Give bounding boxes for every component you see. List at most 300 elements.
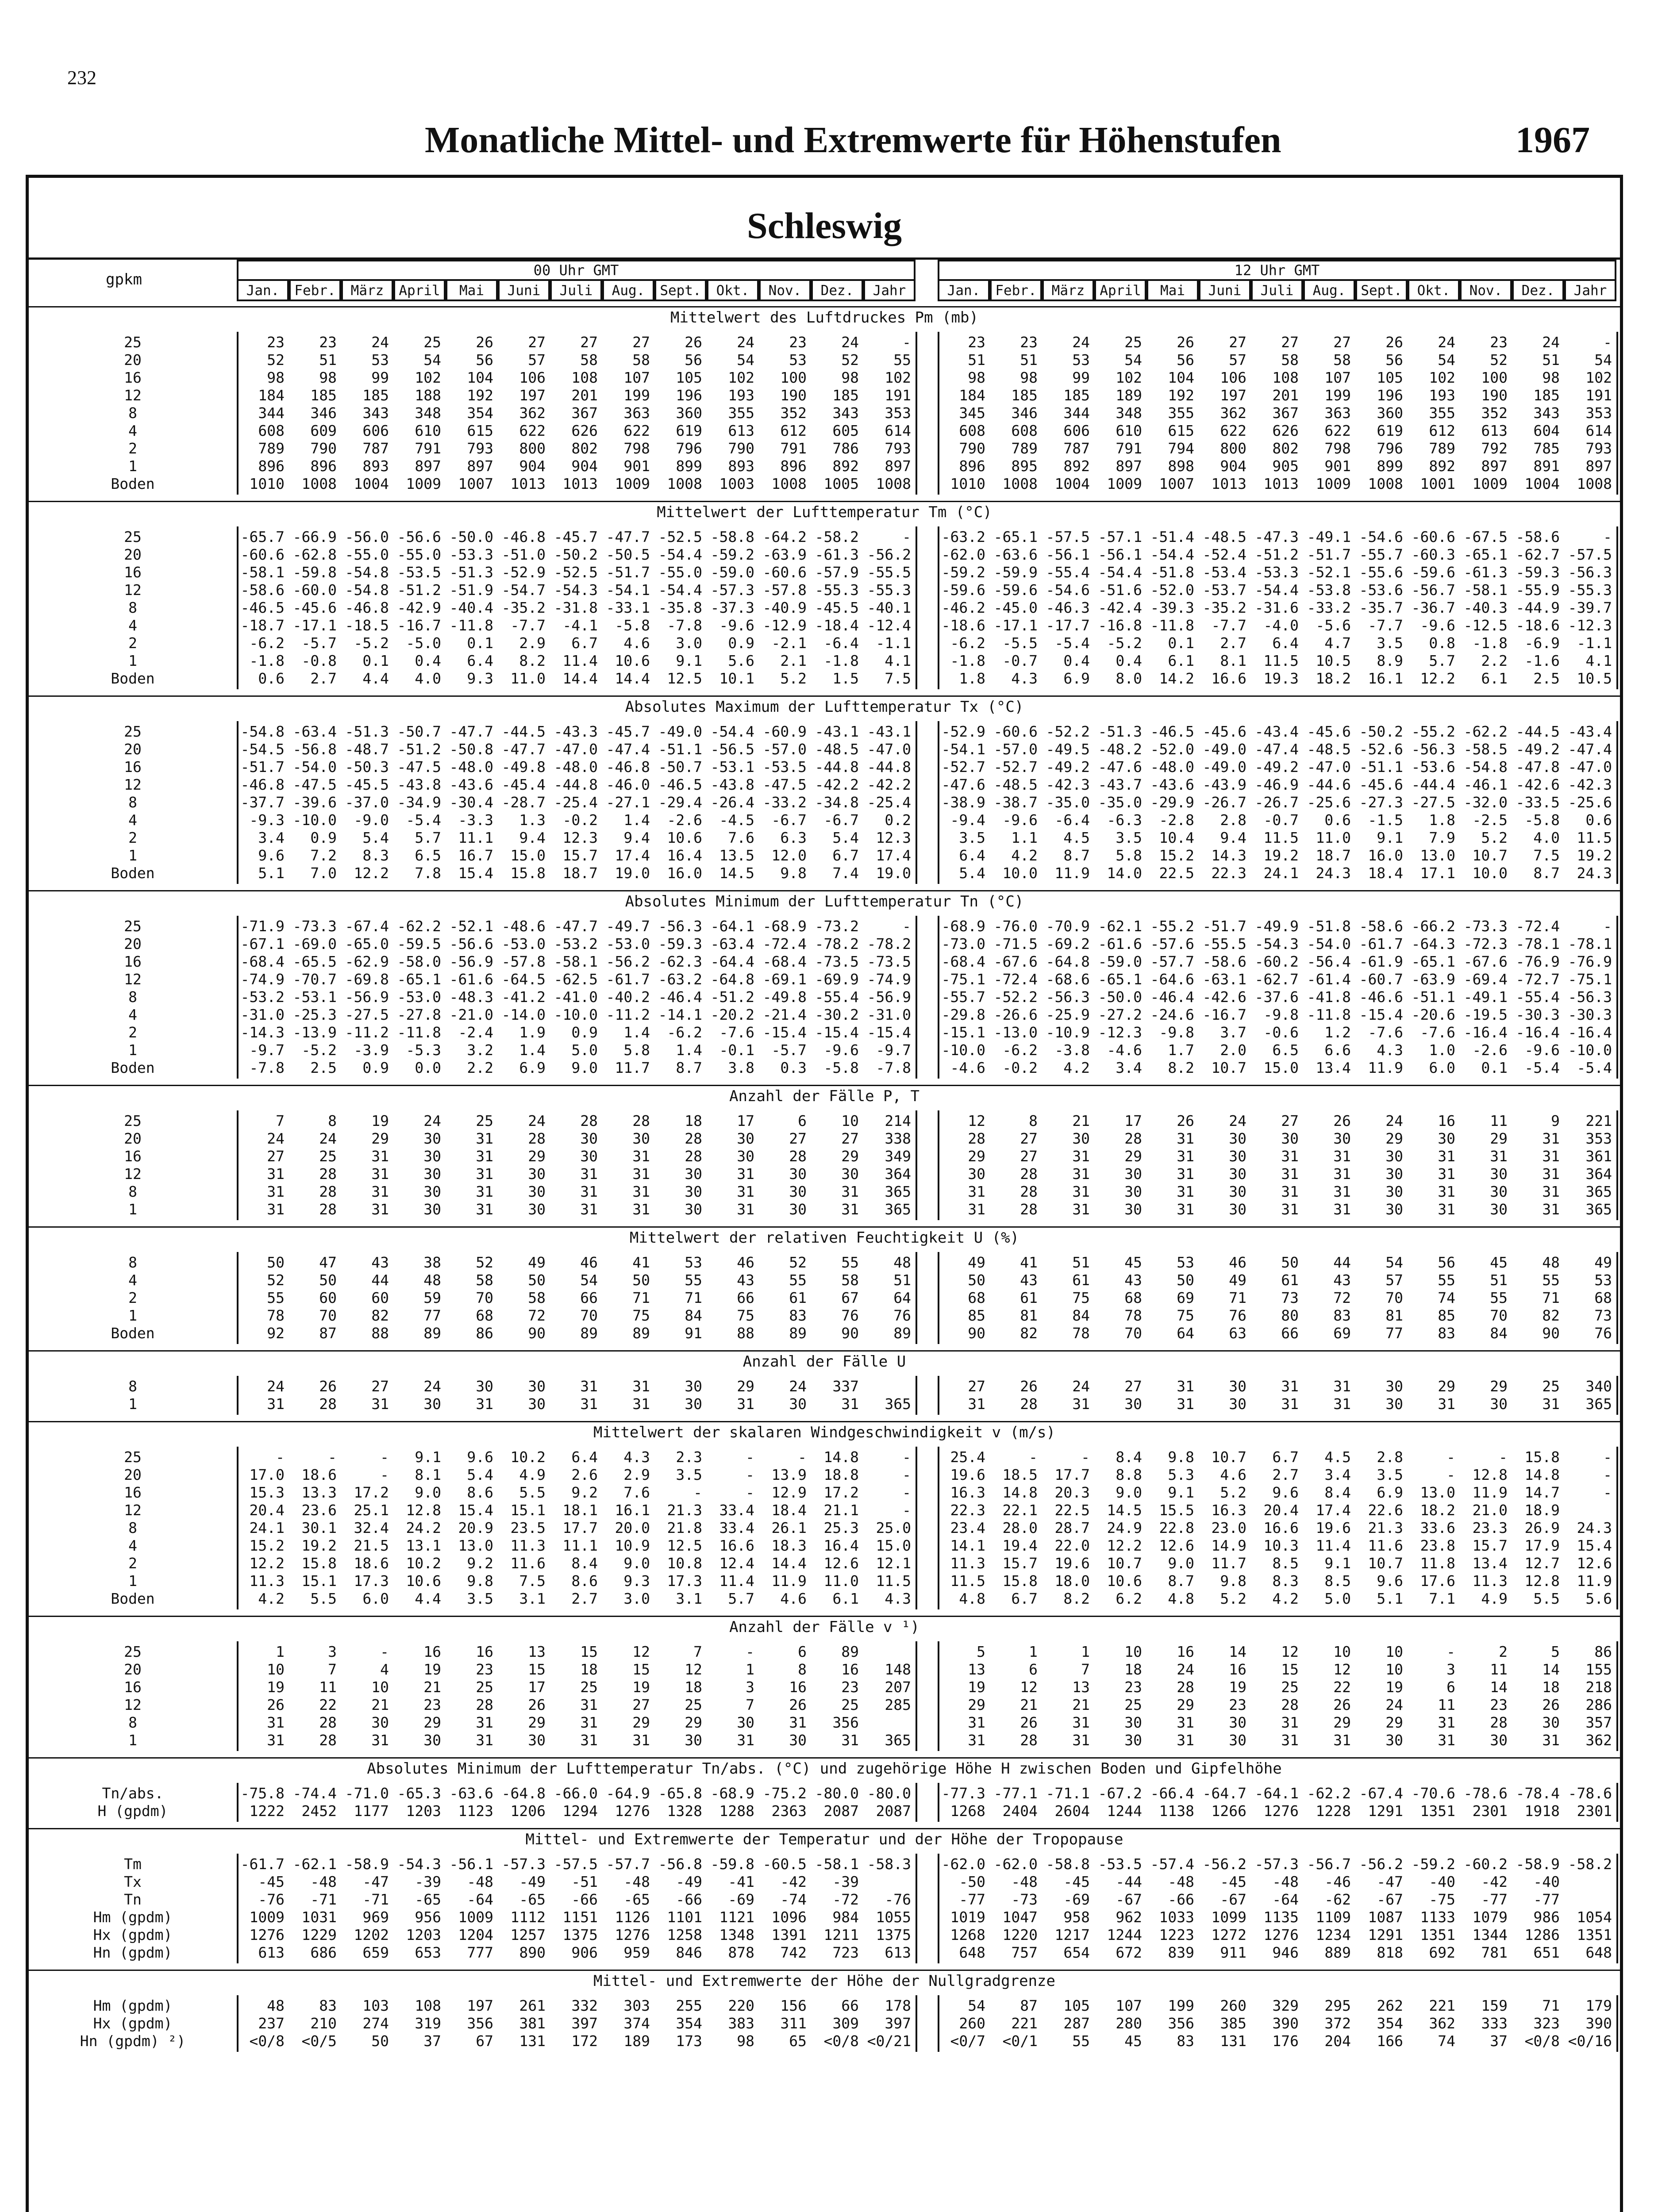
data-cell: 55 [267, 1289, 285, 1306]
data-cell: 893 [362, 457, 389, 475]
data-cell: 12.5 [667, 670, 702, 687]
data-cell: 355 [1168, 404, 1194, 422]
data-cell: 23 [1020, 334, 1038, 351]
data-cell: 11.9 [1472, 1484, 1508, 1501]
data-cell: 26 [528, 1696, 546, 1713]
data-cell: 89 [841, 1643, 859, 1660]
data-cell: 31 [1072, 1183, 1090, 1200]
data-cell: 1276 [615, 1926, 650, 1943]
data-cell: 64 [1177, 1325, 1194, 1342]
data-cell: 172 [571, 2032, 598, 2050]
data-cell: -0.1 [719, 1041, 754, 1059]
data-cell: -53.8 [1307, 581, 1351, 599]
data-cell: 190 [1481, 387, 1508, 404]
data-cell: - [1603, 1448, 1612, 1466]
data-cell: 1276 [1263, 1926, 1299, 1943]
data-cell: 5.8 [623, 1041, 650, 1059]
data-cell: -46.8 [606, 758, 650, 776]
data-cell: -64.3 [1411, 935, 1455, 952]
data-cell: -78.1 [1568, 935, 1612, 952]
data-cell: 15.1 [301, 1572, 337, 1590]
data-cell: -61.9 [1359, 953, 1403, 970]
data-cell: 365 [1585, 1201, 1612, 1218]
data-cell: -71 [310, 1891, 337, 1908]
data-cell: -47.4 [1568, 741, 1612, 758]
data-cell: 68 [476, 1307, 493, 1324]
data-cell: 29 [968, 1148, 985, 1165]
data-cell: 56 [1177, 351, 1194, 369]
data-cell: 30 [1490, 1732, 1508, 1749]
data-cell: 28.7 [1054, 1519, 1090, 1536]
data-cell: 26 [1020, 1378, 1038, 1395]
data-cell: -36.7 [1411, 599, 1455, 616]
data-cell: 30 [528, 1378, 546, 1395]
data-cell: 1003 [719, 475, 754, 492]
data-cell: 10.1 [719, 670, 754, 687]
data-cell: 31 [580, 1378, 598, 1395]
data-cell: -16.7 [1202, 1006, 1246, 1023]
data-cell: 48 [893, 1254, 911, 1271]
data-cell: 27 [1281, 1112, 1299, 1129]
data-cell: 12.3 [876, 829, 911, 846]
month-header: März [1042, 279, 1094, 301]
data-cell: 6.4 [467, 652, 493, 669]
data-cell: -55.4 [1046, 564, 1090, 581]
data-cell: 892 [832, 457, 859, 475]
data-cell: 185 [832, 387, 859, 404]
data-cell: 622 [1324, 422, 1351, 439]
data-cell: -55.2 [1411, 723, 1455, 740]
data-cell: -59.0 [1098, 953, 1142, 970]
data-cell: 90 [1542, 1325, 1560, 1342]
data-cell: 610 [1116, 422, 1142, 439]
data-cell: 22.6 [1368, 1502, 1403, 1519]
data-cell: 27 [1020, 1148, 1038, 1165]
data-cell: -9.7 [249, 1041, 285, 1059]
data-cell: 1.7 [1168, 1041, 1194, 1059]
data-cell: -48.0 [449, 758, 493, 776]
data-cell: 26 [1385, 334, 1403, 351]
data-cell: -67.4 [1359, 1785, 1403, 1802]
data-cell: 16.0 [1368, 847, 1403, 864]
data-cell: 6 [1446, 1678, 1455, 1696]
data-cell: 30 [789, 1732, 807, 1749]
data-cell: 15.0 [876, 1537, 911, 1554]
data-cell: 107 [1116, 1997, 1142, 2014]
data-cell: 31 [789, 1714, 807, 1731]
data-cell: 5.8 [1116, 847, 1142, 864]
data-cell: 19.0 [876, 864, 911, 882]
data-cell: -52.7 [941, 758, 985, 776]
data-cell: 90 [968, 1325, 985, 1342]
data-cell: -72.7 [1516, 971, 1560, 988]
data-cell: -46.6 [1359, 988, 1403, 1006]
block-border [916, 332, 917, 495]
data-cell: 30 [1542, 1714, 1560, 1731]
data-cell: 185 [1011, 387, 1038, 404]
data-cell: -43.6 [449, 776, 493, 793]
data-cell: -74.9 [867, 971, 911, 988]
data-cell: 14.8 [1002, 1484, 1038, 1501]
data-cell: 131 [519, 2032, 546, 2050]
table-section [29, 1085, 1620, 1226]
data-cell: -1.6 [1524, 652, 1560, 669]
data-cell: -59.6 [1411, 564, 1455, 581]
data-cell: 2.0 [1220, 1041, 1246, 1059]
data-cell: 15.4 [458, 1502, 493, 1519]
data-cell: 5.7 [415, 829, 441, 846]
data-cell: 1001 [1420, 475, 1455, 492]
data-cell: -0.8 [301, 652, 337, 669]
data-cell: 53 [685, 1254, 702, 1271]
data-cell: -57.5 [1568, 546, 1612, 563]
data-cell: - [746, 1484, 754, 1501]
data-cell: 54 [423, 351, 441, 369]
data-cell: 31 [1281, 1183, 1299, 1200]
data-cell: - [902, 334, 911, 351]
row-label: 25 [124, 528, 142, 545]
data-cell: 24 [1542, 334, 1560, 351]
data-cell: 2087 [823, 1802, 859, 1820]
data-cell: 344 [1063, 404, 1090, 422]
data-cell: -57.3 [1254, 1855, 1299, 1873]
data-cell: 30 [1385, 1165, 1403, 1183]
data-cell: 188 [415, 387, 441, 404]
data-cell: -33.5 [1516, 794, 1560, 811]
data-cell: 16 [841, 1661, 859, 1678]
data-cell: 5.2 [780, 670, 807, 687]
data-cell: 30 [1385, 1395, 1403, 1413]
month-header: Juli [550, 279, 602, 301]
data-cell: 10.6 [615, 652, 650, 669]
data-cell: 2363 [771, 1802, 807, 1820]
data-cell: 8.3 [1272, 1572, 1299, 1590]
data-cell: 31 [267, 1201, 285, 1218]
data-cell: -60.9 [762, 723, 807, 740]
data-cell: 365 [885, 1732, 911, 1749]
data-cell: -1.5 [1368, 811, 1403, 829]
data-cell: -60.3 [1411, 546, 1455, 563]
data-cell: 77 [1385, 1325, 1403, 1342]
data-cell: -25.4 [554, 794, 598, 811]
data-cell: 16.6 [1211, 670, 1246, 687]
data-cell: -31.6 [1254, 599, 1299, 616]
data-cell: 105 [1377, 369, 1403, 386]
data-cell: 31 [1542, 1201, 1560, 1218]
data-cell: 10 [267, 1661, 285, 1678]
data-cell: 9 [1551, 1112, 1560, 1129]
data-cell: 4.1 [885, 652, 911, 669]
data-cell: 31 [476, 1201, 493, 1218]
data-cell: 57 [1385, 1271, 1403, 1289]
data-cell: -68.9 [762, 918, 807, 935]
data-cell: -51.1 [1411, 988, 1455, 1006]
row-label: 8 [128, 1254, 137, 1271]
data-cell: 29 [1333, 1714, 1351, 1731]
row-label: 1 [128, 1572, 137, 1590]
section-title: Mittelwert der skalaren Windgeschwindigkeit v (m/s) [593, 1424, 1055, 1441]
data-cell: 355 [1429, 404, 1455, 422]
data-cell: -1.8 [249, 652, 285, 669]
data-cell: -47.0 [554, 741, 598, 758]
data-cell: -51.6 [1098, 581, 1142, 599]
data-cell: 14.8 [1524, 1466, 1560, 1483]
data-cell: 7.5 [519, 1572, 546, 1590]
data-cell: -65.1 [1098, 971, 1142, 988]
data-cell: 220 [728, 1997, 754, 2014]
data-cell: 309 [832, 2015, 859, 2032]
data-cell: 4.2 [1011, 847, 1038, 864]
data-cell: 1351 [1577, 1926, 1612, 1943]
data-cell: 31 [371, 1165, 389, 1183]
data-cell: 12 [1281, 1643, 1299, 1660]
data-cell: -65.8 [658, 1785, 702, 1802]
data-cell: 319 [415, 2015, 441, 2032]
data-cell: 28 [685, 1148, 702, 1165]
data-cell: 1126 [615, 1909, 650, 1926]
data-cell: 360 [676, 404, 702, 422]
data-cell: 818 [1377, 1944, 1403, 1961]
data-cell: 66 [841, 1997, 859, 2014]
data-cell: 1.3 [519, 811, 546, 829]
data-cell: 9.0 [1168, 1555, 1194, 1572]
data-cell: -42 [1481, 1873, 1508, 1890]
data-cell: 5.4 [832, 829, 859, 846]
data-cell: -76.9 [1516, 953, 1560, 970]
data-cell: 10.5 [1316, 652, 1351, 669]
data-cell: 21 [371, 1696, 389, 1713]
data-cell: 24 [841, 334, 859, 351]
data-cell: -69 [1063, 1891, 1090, 1908]
data-cell: -51.8 [1150, 564, 1194, 581]
row-label: Hn (gpdm) ²) [80, 2032, 186, 2050]
data-cell: -40.1 [867, 599, 911, 616]
data-cell: 106 [1220, 369, 1246, 386]
data-cell: 30 [1229, 1378, 1246, 1395]
data-cell: - [798, 1448, 807, 1466]
data-cell: 363 [1324, 404, 1351, 422]
data-cell: 24 [1072, 1378, 1090, 1395]
data-cell: -11.2 [606, 1006, 650, 1023]
group-header-00utc: 00 Uhr GMT [237, 260, 916, 279]
data-cell: 7.4 [832, 864, 859, 882]
data-cell: 28 [685, 1130, 702, 1147]
data-cell: -6.2 [249, 634, 285, 652]
data-cell: -37.7 [240, 794, 285, 811]
data-cell: -56.9 [867, 988, 911, 1006]
row-label: Hn (gpdm) [93, 1944, 173, 1961]
data-cell: -54.3 [397, 1855, 441, 1873]
data-cell: -54.6 [1046, 581, 1090, 599]
data-cell: 12.9 [771, 1484, 807, 1501]
month-header: Okt. [1408, 279, 1460, 301]
data-cell: 30 [685, 1732, 702, 1749]
data-cell: 21.8 [667, 1519, 702, 1536]
data-cell: 10.0 [1002, 864, 1038, 882]
data-cell: 31 [1333, 1183, 1351, 1200]
data-cell: 86 [476, 1325, 493, 1342]
data-cell: 6.7 [571, 634, 598, 652]
data-cell: 19 [423, 1661, 441, 1678]
data-cell: -15.4 [867, 1024, 911, 1041]
data-cell: 52 [841, 351, 859, 369]
data-cell: -71.1 [1046, 1785, 1090, 1802]
data-cell: -52.1 [1307, 564, 1351, 581]
data-cell: 1258 [667, 1926, 702, 1943]
data-cell: -46.3 [1046, 599, 1090, 616]
data-cell: 1.9 [519, 1024, 546, 1041]
data-cell: 50 [528, 1271, 546, 1289]
data-cell: 19.3 [1263, 670, 1299, 687]
data-cell: 24 [319, 1130, 337, 1147]
data-cell: -77 [959, 1891, 985, 1908]
row-label: Boden [111, 475, 155, 492]
data-cell: 8.9 [1377, 652, 1403, 669]
data-cell: - [746, 1466, 754, 1483]
data-cell: -51.3 [345, 723, 389, 740]
data-cell: 30 [423, 1130, 441, 1147]
data-cell: 1007 [458, 475, 493, 492]
data-cell: 1007 [1159, 475, 1194, 492]
data-cell: 24 [423, 1378, 441, 1395]
data-cell: 30 [580, 1148, 598, 1165]
data-cell: 61 [1020, 1289, 1038, 1306]
data-cell: 364 [885, 1165, 911, 1183]
data-cell: -52.4 [1202, 546, 1246, 563]
data-cell: 29 [737, 1378, 754, 1395]
data-cell: 12 [1333, 1661, 1351, 1678]
data-cell: 1013 [562, 475, 598, 492]
data-cell: 31 [1281, 1714, 1299, 1731]
data-cell: 2452 [301, 1802, 337, 1820]
data-cell: 789 [1429, 440, 1455, 457]
data-cell: <0/16 [1568, 2032, 1612, 2050]
month-header: Jahr [1564, 279, 1616, 301]
data-cell: -75 [1429, 1891, 1455, 1908]
data-cell: 27 [267, 1148, 285, 1165]
data-cell: 58 [841, 1271, 859, 1289]
data-cell: 5.4 [362, 829, 389, 846]
data-cell: - [693, 1484, 702, 1501]
data-cell: -45.7 [554, 528, 598, 545]
data-cell: 31 [1542, 1732, 1560, 1749]
data-cell: -47.7 [501, 741, 546, 758]
data-cell: 2.3 [676, 1448, 702, 1466]
data-cell: 2.7 [571, 1590, 598, 1607]
data-cell: 30 [1490, 1201, 1508, 1218]
data-cell: 30.1 [301, 1519, 337, 1536]
data-cell: 9.8 [1168, 1448, 1194, 1466]
data-cell: 390 [1585, 2015, 1612, 2032]
row-label: Tn [124, 1891, 142, 1908]
data-cell: 897 [415, 457, 441, 475]
data-cell: 30 [789, 1165, 807, 1183]
data-cell: 31 [968, 1732, 985, 1749]
data-cell: 30 [1229, 1201, 1246, 1218]
data-cell: -63.4 [292, 723, 337, 740]
data-cell: 622 [519, 422, 546, 439]
data-cell: -14.0 [501, 1006, 546, 1023]
data-cell: -77.3 [941, 1785, 985, 1802]
row-label: 20 [124, 935, 142, 952]
data-cell: 260 [959, 2015, 985, 2032]
data-cell: 24 [1438, 334, 1455, 351]
data-cell: -1.8 [1472, 634, 1508, 652]
data-cell: 11.4 [1316, 1537, 1351, 1554]
data-cell: 30 [685, 1395, 702, 1413]
data-cell: 28 [319, 1395, 337, 1413]
row-label: 8 [128, 1714, 137, 1731]
block-border [1616, 1995, 1618, 2052]
data-cell: -60.7 [1359, 971, 1403, 988]
data-cell: -66 [676, 1891, 702, 1908]
data-cell: 29 [1177, 1696, 1194, 1713]
data-cell: 4.8 [1168, 1590, 1194, 1607]
data-cell: 72 [1333, 1289, 1351, 1306]
data-cell: 1112 [510, 1909, 546, 1926]
data-cell: 30 [632, 1130, 650, 1147]
data-cell: 23.4 [950, 1519, 985, 1536]
data-cell: 106 [519, 369, 546, 386]
data-cell: -43.1 [867, 723, 911, 740]
data-cell: 15.8 [510, 864, 546, 882]
data-cell: -10.0 [1568, 1041, 1612, 1059]
data-cell: 2.6 [571, 1466, 598, 1483]
data-cell: 7.5 [885, 670, 911, 687]
data-cell: 349 [885, 1148, 911, 1165]
section-divider [29, 1226, 1620, 1228]
data-cell: 20.4 [249, 1502, 285, 1519]
data-cell: -67 [1377, 1891, 1403, 1908]
data-cell: -56.2 [1202, 1855, 1246, 1873]
data-cell: -50.7 [397, 723, 441, 740]
data-cell: 207 [885, 1678, 911, 1696]
data-cell: 793 [467, 440, 493, 457]
data-cell: -67.2 [1098, 1785, 1142, 1802]
data-cell: -44.8 [554, 776, 598, 793]
data-cell: 30 [1229, 1395, 1246, 1413]
data-cell: 3.5 [676, 1466, 702, 1483]
data-cell: 29 [1385, 1714, 1403, 1731]
data-cell: 16.7 [458, 847, 493, 864]
data-cell: -78.2 [867, 935, 911, 952]
data-cell: 6 [798, 1643, 807, 1660]
data-cell: 30 [1385, 1732, 1403, 1749]
data-cell: -5.8 [1524, 811, 1560, 829]
data-cell: 648 [1585, 1944, 1612, 1961]
data-cell: 353 [885, 404, 911, 422]
data-cell: 30 [423, 1183, 441, 1200]
data-cell: 17.3 [667, 1572, 702, 1590]
data-cell: 9.6 [1377, 1572, 1403, 1590]
data-cell: 18 [1124, 1661, 1142, 1678]
data-cell: 605 [832, 422, 859, 439]
section-divider [29, 1828, 1620, 1829]
data-cell: 21.3 [667, 1502, 702, 1519]
data-cell: -61.6 [1098, 935, 1142, 952]
data-cell: 12.5 [667, 1537, 702, 1554]
data-cell: 362 [1220, 404, 1246, 422]
data-cell: 654 [1063, 1944, 1090, 1961]
data-cell: 31 [476, 1165, 493, 1183]
data-cell: -49.1 [1463, 988, 1508, 1006]
row-label: 20 [124, 546, 142, 563]
data-cell: 18.4 [1368, 864, 1403, 882]
data-cell: 185 [362, 387, 389, 404]
data-cell: -58.3 [867, 1855, 911, 1873]
data-cell: -73.2 [815, 918, 859, 935]
row-label: Tn/abs. [102, 1785, 164, 1802]
